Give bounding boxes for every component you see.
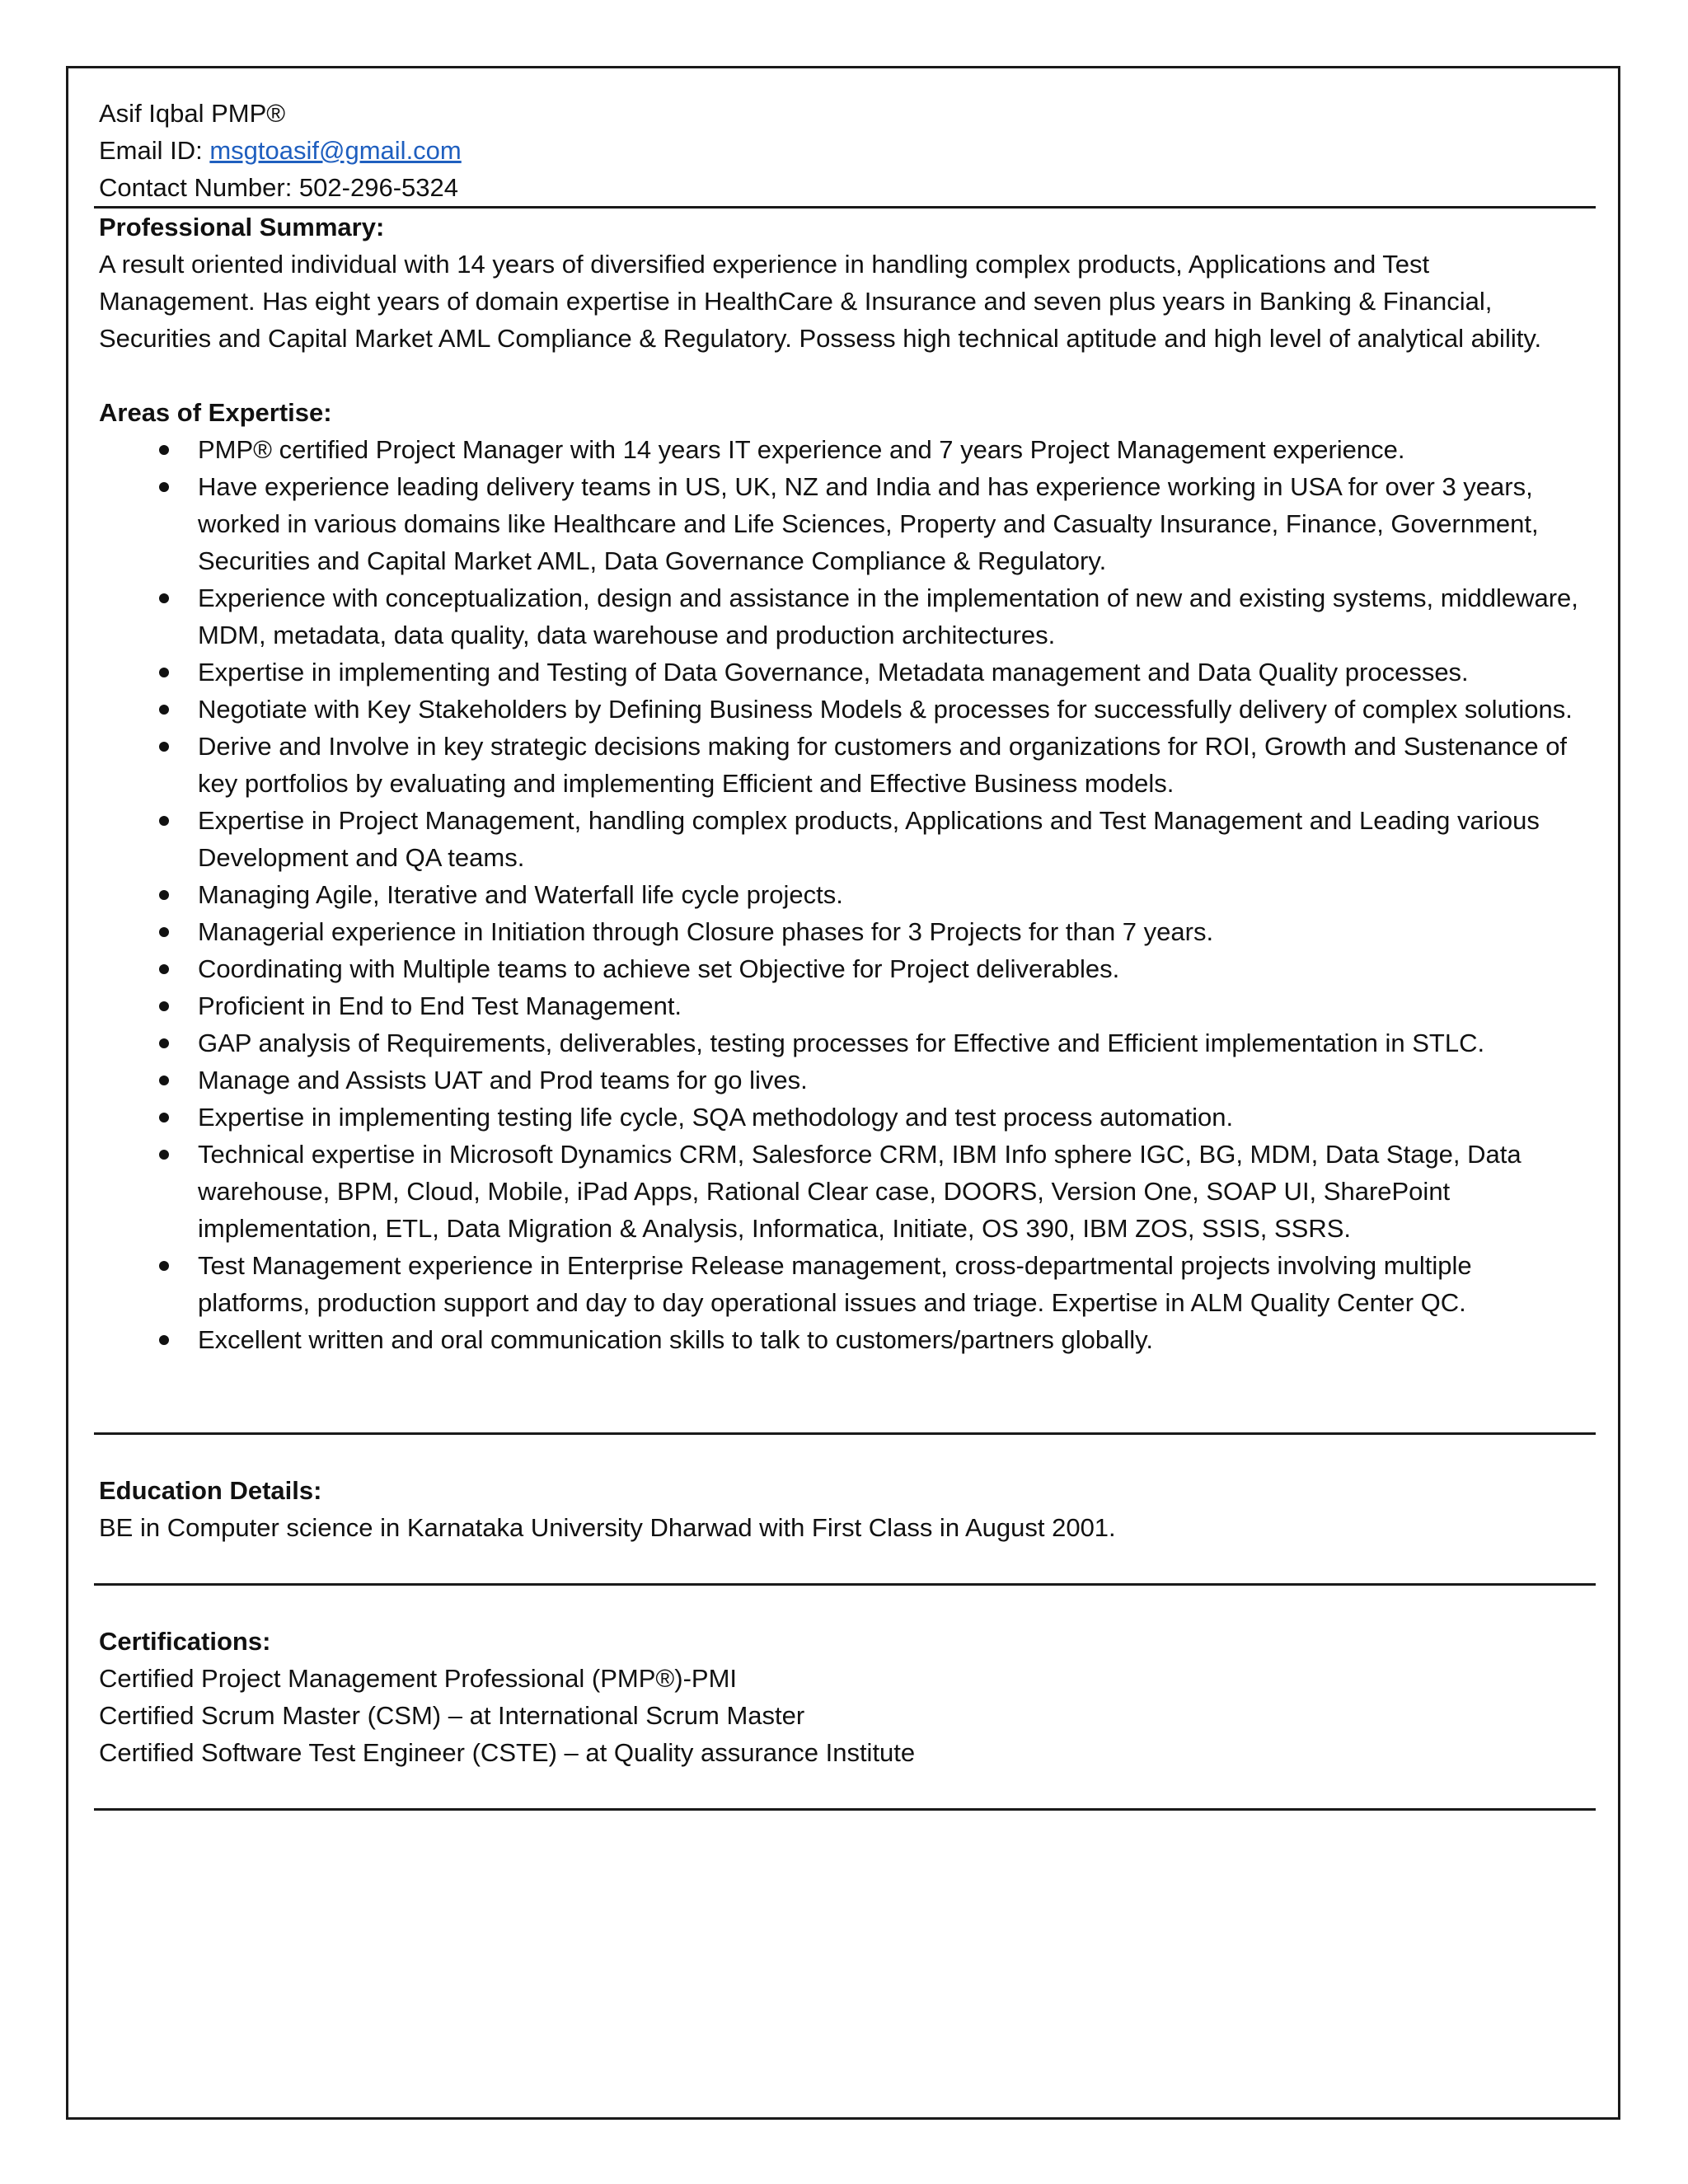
candidate-name: Asif Iqbal PMP® (99, 99, 286, 128)
list-item-text: Excellent written and oral communication skills to talk to customers/partners globally. (198, 1325, 1153, 1354)
bullet-icon (159, 593, 169, 603)
email-label: Email ID: (99, 136, 210, 165)
bullet-icon (159, 668, 169, 677)
expertise-list (99, 431, 1591, 1358)
list-item (99, 579, 1591, 654)
list-item-text: Derive and Involve in key strategic decisions making for customers and organizations for ROI, Growth and Sustenance of key portfolios by evaluating and implementing Efficient and Effective Business models. (198, 732, 1568, 798)
list-item (99, 987, 1591, 1024)
list-item (99, 1136, 1591, 1247)
list-item-text: Manage and Assists UAT and Prod teams for go lives. (198, 1066, 808, 1094)
certification-item: Certified Project Management Professional (PMP®)-PMI (99, 1664, 738, 1693)
list-item (99, 950, 1591, 987)
list-item-text: PMP® certified Project Manager with 14 years IT experience and 7 years Project Management experience. (198, 435, 1405, 464)
education-text: BE in Computer science in Karnataka University Dharwad with First Class in August 2001. (99, 1513, 1116, 1542)
contact-number: Contact Number: 502-296-5324 (99, 173, 458, 202)
list-item-text: Managing Agile, Iterative and Waterfall life cycle projects. (198, 880, 843, 909)
list-item-text: Expertise in implementing and Testing of Data Governance, Metadata management and Data Quality processes. (198, 658, 1469, 687)
list-item-text: Managerial experience in Initiation through Closure phases for 3 Projects for than 7 years. (198, 917, 1214, 946)
list-item-text: Expertise in Project Management, handling complex products, Applications and Test Management and Leading various Development and QA teams. (198, 806, 1540, 872)
list-item-text: Have experience leading delivery teams in US, UK, NZ and India and has experience working in USA for over 3 years, worked in various domains like Healthcare and Life Sciences, Property and Casualty Insurance, Finance, Government, Securities and Capital Market AML, Data Governance Compliance & Regulatory. (198, 472, 1539, 575)
bullet-icon (159, 1038, 169, 1048)
bullet-icon (159, 1113, 169, 1122)
bullet-icon (159, 816, 169, 826)
email-link[interactable]: msgtoasif@gmail.com (209, 136, 462, 165)
bullet-icon (159, 445, 169, 455)
list-item-text: Proficient in End to End Test Management. (198, 991, 682, 1020)
list-item (99, 802, 1591, 876)
list-item-text: Coordinating with Multiple teams to achieve set Objective for Project deliverables. (198, 954, 1120, 983)
bullet-icon (159, 1076, 169, 1085)
bullet-icon (159, 1150, 169, 1160)
list-item (99, 654, 1591, 691)
certification-item: Certified Software Test Engineer (CSTE) – at Quality assurance Institute (99, 1738, 916, 1767)
bullet-icon (159, 964, 169, 974)
divider (94, 1808, 1596, 1811)
bullet-icon (159, 890, 169, 900)
summary-text: A result oriented individual with 14 years of diversified experience in handling complex products, Applications and Test Management. Has eight years of domain expertise in HealthCare & Insurance and seven plus years in Banking & Financial, Securities and Capital Market AML Compliance & Regulatory. Possess high technical aptitude and high level of analytical ability. (99, 250, 1542, 353)
certification-item: Certified Scrum Master (CSM) – at International Scrum Master (99, 1701, 805, 1730)
list-item-text: Negotiate with Key Stakeholders by Defining Business Models & processes for successfully delivery of complex solutions. (198, 695, 1573, 724)
bullet-icon (159, 927, 169, 937)
bullet-icon (159, 705, 169, 715)
list-item (99, 1024, 1591, 1062)
bullet-icon (159, 482, 169, 492)
expertise-heading: Areas of Expertise: (99, 398, 332, 427)
list-item (99, 1321, 1591, 1358)
list-item (99, 1099, 1591, 1136)
certifications-heading: Certifications: (99, 1627, 271, 1656)
list-item (99, 728, 1591, 802)
list-item (99, 1062, 1591, 1099)
list-item-text: GAP analysis of Requirements, deliverables, testing processes for Effective and Efficient implementation in STLC. (198, 1029, 1485, 1057)
list-item-text: Experience with conceptualization, design and assistance in the implementation of new and existing systems, middleware, MDM, metadata, data quality, data warehouse and production architectures. (198, 583, 1578, 649)
resume-content (99, 95, 1591, 1811)
list-item (99, 913, 1591, 950)
bullet-icon (159, 1335, 169, 1345)
bullet-icon (159, 742, 169, 752)
list-item (99, 691, 1591, 728)
list-item-text: Expertise in implementing testing life cycle, SQA methodology and test process automation. (198, 1103, 1234, 1132)
list-item (99, 431, 1591, 468)
list-item (99, 876, 1591, 913)
summary-heading: Professional Summary: (99, 213, 385, 241)
education-heading: Education Details: (99, 1476, 322, 1505)
email-line (99, 132, 1591, 169)
bullet-icon (159, 1001, 169, 1011)
bullet-icon (159, 1261, 169, 1271)
list-item-text: Technical expertise in Microsoft Dynamics CRM, Salesforce CRM, IBM Info sphere IGC, BG, MDM, Data Stage, Data warehouse, BPM, Cloud, Mobile, iPad Apps, Rational Clear case, DOORS, Version One, SOAP UI, SharePoint implementation, ETL, Data Migration & Analysis, Informatica, Initiate, OS 390, IBM ZOS, SSIS, SSRS. (198, 1140, 1522, 1243)
list-item-text: Test Management experience in Enterprise Release management, cross-departmental projects involving multiple platforms, production support and day to day operational issues and triage. Expertise in ALM Quality Center QC. (198, 1251, 1472, 1317)
list-item (99, 468, 1591, 579)
list-item (99, 1247, 1591, 1321)
